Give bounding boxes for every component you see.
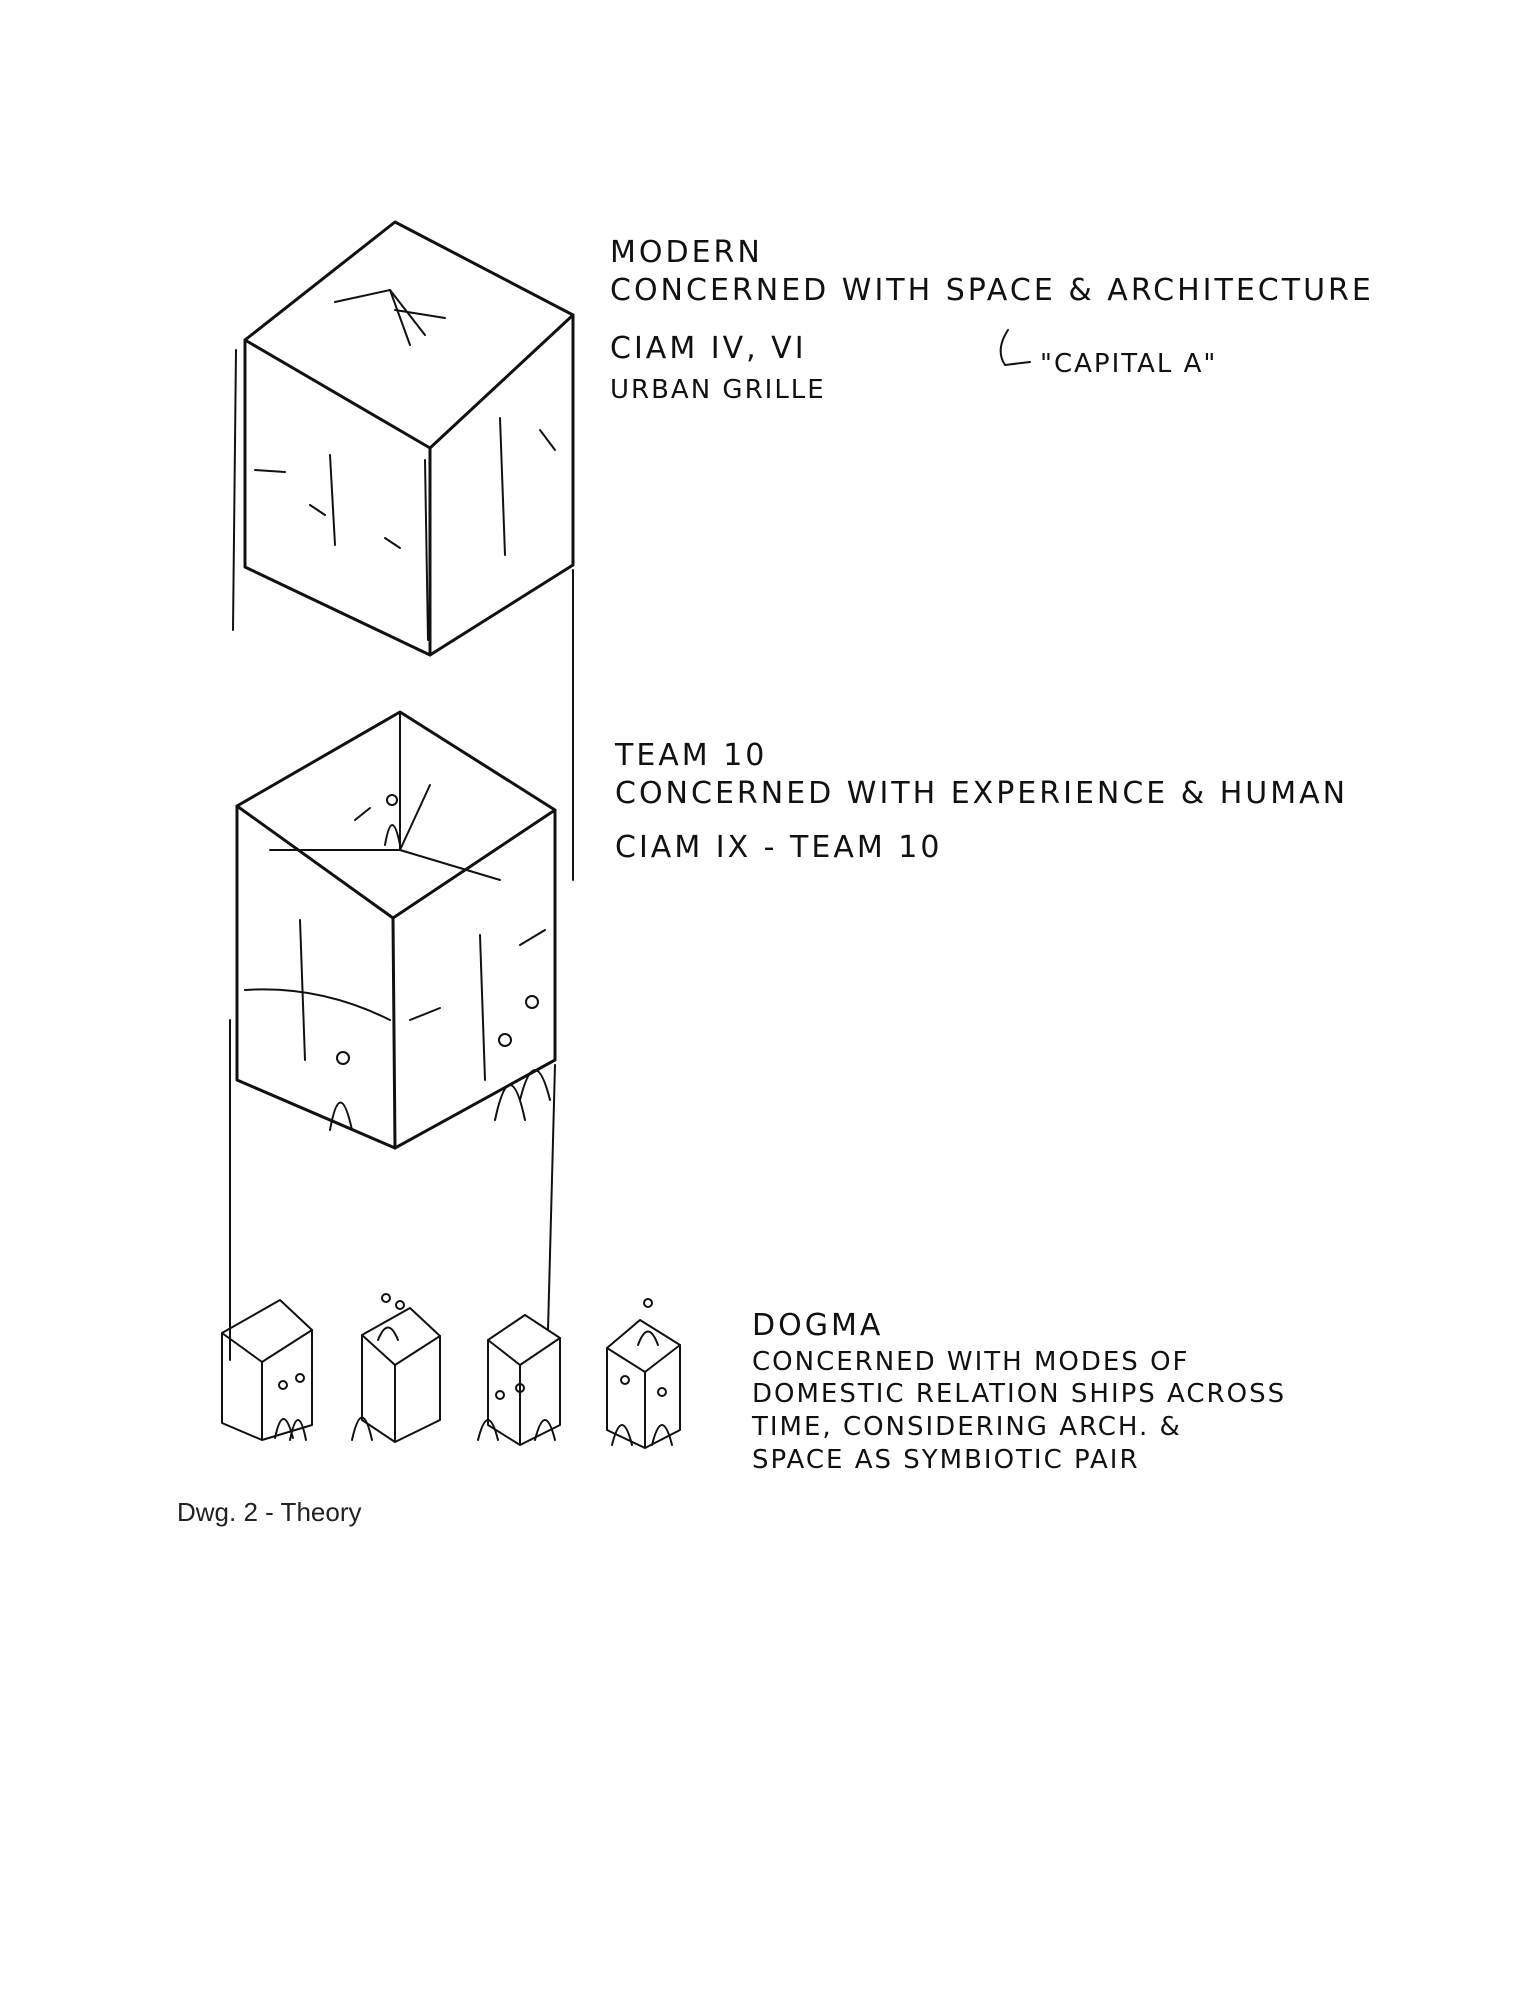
modern-line-2: CIAM IV, VI [610,331,807,366]
dogma-line-4: SPACE AS SYMBIOTIC PAIR [752,1445,1140,1475]
arrow-icon [1001,330,1030,365]
modern-note: "CAPITAL A" [1040,349,1218,379]
team10-cube-drawing [230,712,555,1360]
modern-cube-drawing [233,222,573,880]
modern-line-3: URBAN GRILLE [610,375,826,405]
dogma-heading: DOGMA [752,1308,884,1343]
modern-heading: MODERN [610,235,763,270]
team10-notes [614,738,1348,865]
team10-heading: TEAM 10 [615,738,768,773]
team10-line-2: CIAM IX - TEAM 10 [615,830,943,865]
dogma-line-3: TIME, CONSIDERING ARCH. & [752,1412,1182,1442]
dogma-line-2: DOMESTIC RELATION SHIPS ACROSS [752,1379,1287,1409]
team10-line-1: CONCERNED WITH EXPERIENCE & HUMAN [615,776,1349,811]
figure-caption: Dwg. 2 - Theory [177,1497,362,1527]
dogma-line-1: CONCERNED WITH MODES OF [752,1347,1190,1377]
modern-line-1: CONCERNED WITH SPACE & ARCHITECTURE [610,273,1374,308]
dogma-notes [751,1308,1286,1475]
dogma-cubes-drawing [222,1294,680,1448]
modern-notes [610,235,1374,405]
